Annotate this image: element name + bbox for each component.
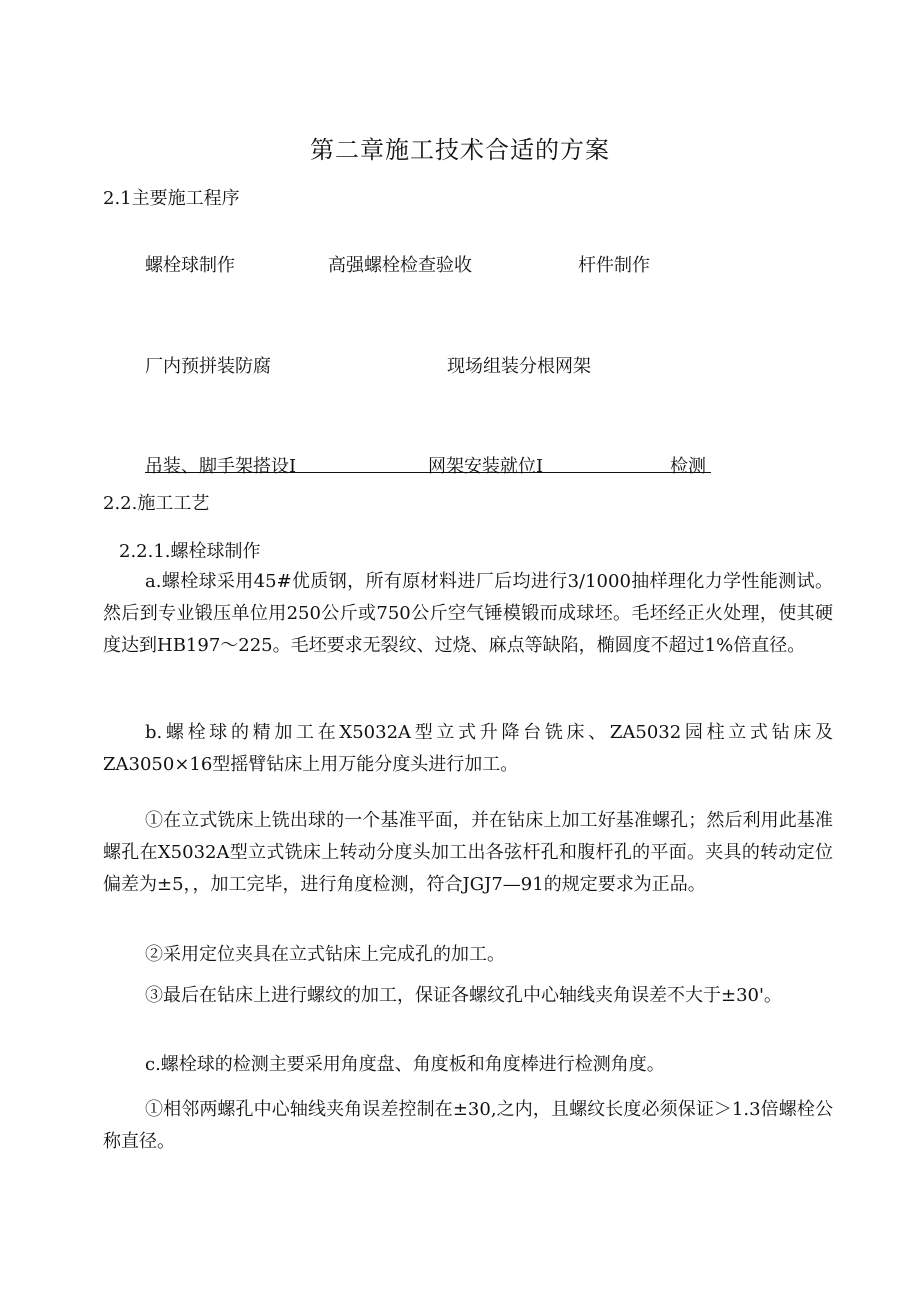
paragraph-c-1: ①相邻两螺孔中心轴线夹角误差控制在±30,之内，且螺纹长度必须保证＞1.3倍螺栓公称直径。 [103,1099,833,1152]
flow-item-installation: 网架安装就位I [428,456,544,477]
paragraph-b-2: ②采用定位夹具在立式钻床上完成孔的加工。 [145,944,505,965]
paragraph-a: a.螺栓球采用45#优质钢，所有原材料进厂后均进行3/1000抽样理化力学性能测试。然后到专业锻压单位用250公斤或750公斤空气锤模锻而成球坯。毛坯经正火处理，使其硬度达到HB197～225。毛坯要求无裂纹、过烧、麻点等缺陷，椭圆度不超过1%倍直径。 [103,571,833,656]
flow-item-ball-making: 螺栓球制作 [145,255,235,276]
section-heading-2-1: 2.1主要施工程序 [103,188,240,209]
paragraph-c: c.螺栓球的检测主要采用角度盘、角度板和角度棒进行检测角度。 [145,1054,665,1075]
flow-underline [145,472,711,473]
flow-item-testing: 检测 [670,456,706,477]
paragraph-b-1: ①在立式铣床上铣出球的一个基准平面，并在钻床上加工好基准螺孔；然后利用此基准螺孔在X5032A型立式铣床上转动分度头加工出各弦杆孔和腹杆孔的平面。夹具的转动定位偏差为±5，，加工完毕，进行角度检测，符合JGJ7—91的规定要求为正品。 [103,810,833,895]
section-heading-2-2: 2.2.施工工艺 [103,493,210,514]
flow-item-rod-making: 杆件制作 [578,255,650,276]
flow-item-preassembly: 厂内预拼装防腐 [145,356,271,377]
paragraph-b: b.螺栓球的精加工在X5032A型立式升降台铣床、ZA5032园柱立式钻床及ZA3050×16型摇臂钻床上用万能分度头进行加工。 [103,722,833,775]
paragraph-b-3: ③最后在钻床上进行螺纹的加工，保证各螺纹孔中心轴线夹角误差不大于±30'。 [145,985,782,1006]
flow-item-site-assembly: 现场组装分根网架 [447,356,591,377]
section-heading-2-2-1: 2.2.1.螺栓球制作 [119,541,261,562]
flow-item-hoisting: 吊装、脚手架搭设I [145,456,297,477]
chapter-title: 第二章施工技术合适的方案 [310,136,610,164]
flow-item-bolt-inspection: 高强螺栓检查验收 [328,255,472,276]
